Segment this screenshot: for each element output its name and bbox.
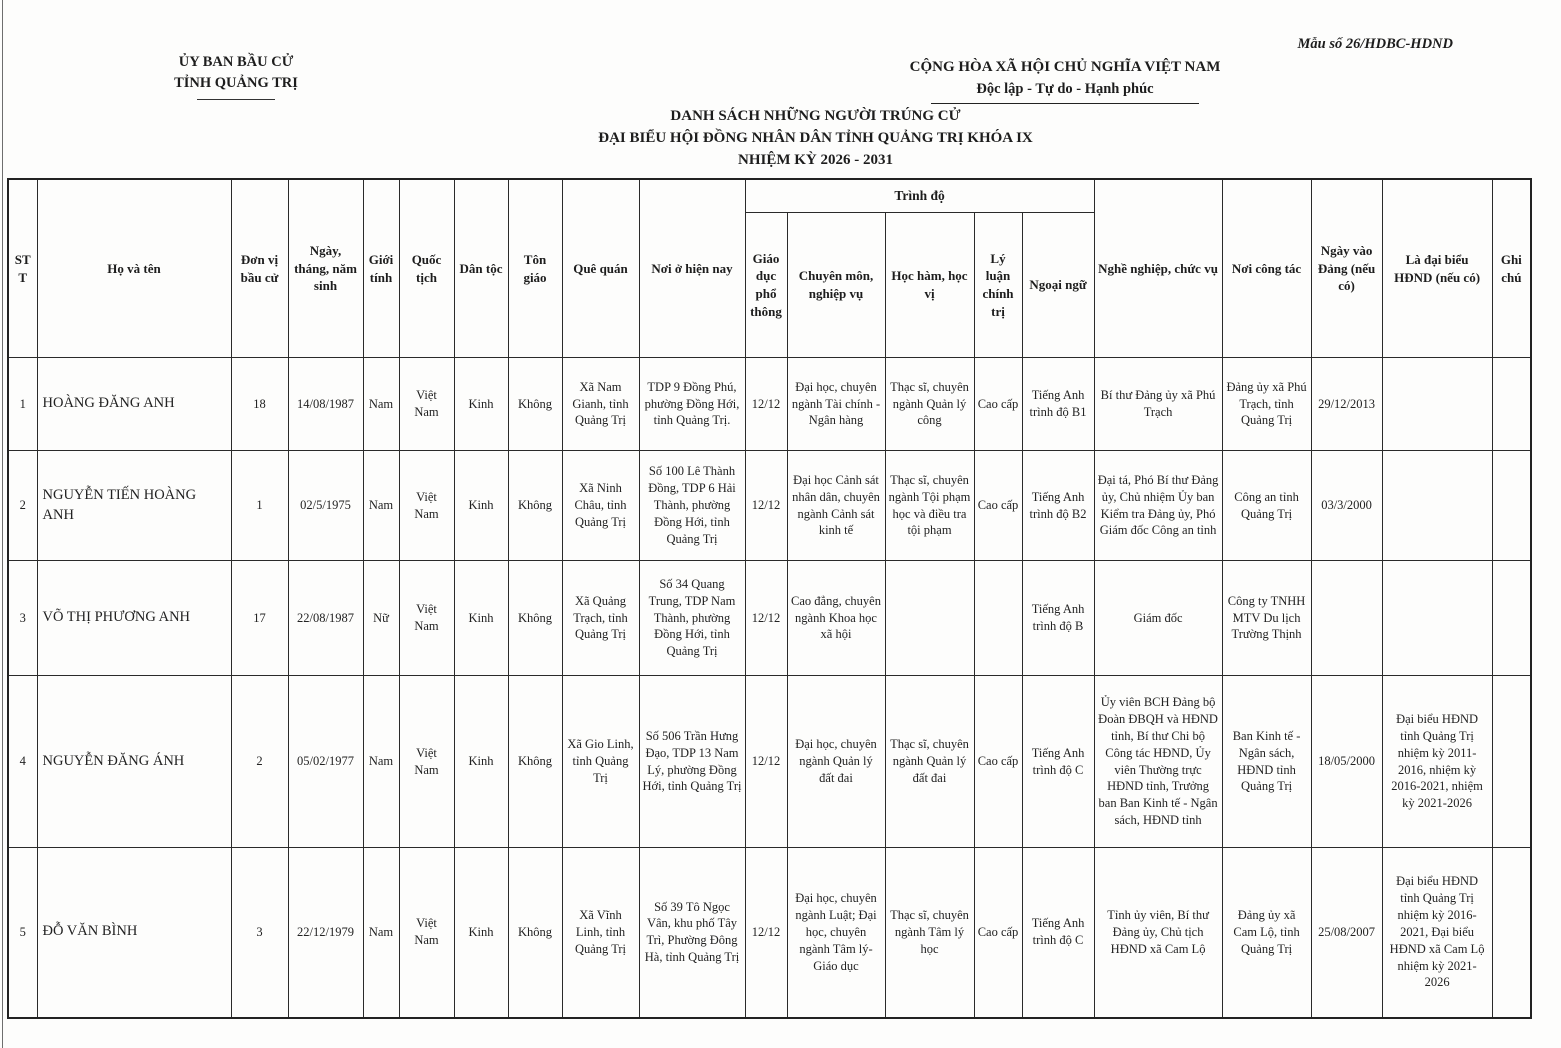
cell-religion: Không [508, 451, 562, 561]
cell-workplace: Đảng ủy xã Cam Lộ, tỉnh Quảng Trị [1222, 848, 1311, 1018]
cell-residence: Số 39 Tô Ngọc Vân, khu phố Tây Trì, Phường Đông Hà, tỉnh Quảng Trị [639, 848, 745, 1018]
cell-name: VÕ THỊ PHƯƠNG ANH [37, 561, 231, 676]
national-motto-line1: CỘNG HÒA XÃ HỘI CHỦ NGHĨA VIỆT NAM [909, 59, 1221, 75]
elected-delegates-table [7, 178, 1532, 1019]
cell-gender: Nam [363, 676, 399, 848]
cell-language: Tiếng Anh trình độ C [1022, 848, 1094, 1018]
cell-residence: Số 100 Lê Thành Đồng, TDP 6 Hải Thành, phường Đồng Hới, tỉnh Quảng Trị [639, 451, 745, 561]
document-title [70, 106, 1561, 171]
cell-name: NGUYỄN ĐĂNG ÁNH [37, 676, 231, 848]
table-header [8, 179, 1531, 358]
col-header-religion: Tôn giáo [508, 179, 562, 358]
col-header-name: Họ và tên [37, 179, 231, 358]
cell-unit: 1 [231, 451, 288, 561]
cell-hometown: Xã Quảng Trạch, tỉnh Quảng Trị [562, 561, 639, 676]
cell-party_date: 18/05/2000 [1311, 676, 1382, 848]
cell-note [1492, 848, 1531, 1018]
col-header-degree: Học hàm, học vị [885, 213, 974, 358]
cell-politics [974, 561, 1022, 676]
table-row [8, 358, 1531, 451]
cell-unit: 17 [231, 561, 288, 676]
cell-nationality: Việt Nam [399, 561, 454, 676]
cell-ethnicity: Kinh [454, 848, 508, 1018]
issuing-authority [86, 52, 386, 100]
cell-occupation: Tỉnh ủy viên, Bí thư Đảng ủy, Chủ tịch HĐND xã Cam Lộ [1094, 848, 1222, 1018]
cell-hometown: Xã Gio Linh, tỉnh Quảng Trị [562, 676, 639, 848]
cell-unit: 18 [231, 358, 288, 451]
cell-stt: 3 [8, 561, 37, 676]
col-header-unit: Đơn vị bầu cử [231, 179, 288, 358]
cell-party_date [1311, 561, 1382, 676]
cell-occupation: Bí thư Đảng ủy xã Phú Trạch [1094, 358, 1222, 451]
cell-workplace: Ban Kinh tế - Ngân sách, HĐND tỉnh Quảng Trị [1222, 676, 1311, 848]
cell-politics: Cao cấp [974, 676, 1022, 848]
scan-page-edge-line [2, 0, 3, 1048]
cell-language: Tiếng Anh trình độ B1 [1022, 358, 1094, 451]
cell-education: 12/12 [745, 676, 787, 848]
cell-name: HOÀNG ĐĂNG ANH [37, 358, 231, 451]
cell-dob: 22/12/1979 [288, 848, 363, 1018]
cell-dob: 22/08/1987 [288, 561, 363, 676]
cell-dob: 05/02/1977 [288, 676, 363, 848]
cell-residence: Số 34 Quang Trung, TDP Nam Thành, phường Đồng Hới, tỉnh Quảng Trị [639, 561, 745, 676]
cell-nationality: Việt Nam [399, 676, 454, 848]
cell-nationality: Việt Nam [399, 358, 454, 451]
cell-note [1492, 358, 1531, 451]
cell-professional: Đại học, chuyên ngành Quản lý đất đai [787, 676, 885, 848]
cell-ethnicity: Kinh [454, 358, 508, 451]
cell-dob: 02/5/1975 [288, 451, 363, 561]
national-header [830, 56, 1300, 104]
issuer-line2: TỈNH QUẢNG TRỊ [174, 75, 298, 92]
cell-degree: Thạc sĩ, chuyên ngành Quản lý công [885, 358, 974, 451]
cell-degree: Thạc sĩ, chuyên ngành Tâm lý học [885, 848, 974, 1018]
col-group-header-qualifications: Trình độ [745, 179, 1094, 213]
col-header-note: Ghi chú [1492, 179, 1531, 358]
col-header-nationality: Quốc tịch [399, 179, 454, 358]
cell-religion: Không [508, 676, 562, 848]
col-header-ethnicity: Dân tộc [454, 179, 508, 358]
cell-degree: Thạc sĩ, chuyên ngành Quản lý đất đai [885, 676, 974, 848]
cell-occupation: Đại tá, Phó Bí thư Đảng ủy, Chủ nhiệm Ủy ban Kiểm tra Đảng ủy, Phó Giám đốc Công an tỉnh [1094, 451, 1222, 561]
cell-stt: 2 [8, 451, 37, 561]
cell-religion: Không [508, 561, 562, 676]
cell-gender: Nữ [363, 561, 399, 676]
cell-party_date: 29/12/2013 [1311, 358, 1382, 451]
cell-education: 12/12 [745, 848, 787, 1018]
cell-delegate [1382, 358, 1492, 451]
national-motto-line2: Độc lập - Tự do - Hạnh phúc [976, 80, 1154, 97]
col-header-occupation: Nghề nghiệp, chức vụ [1094, 179, 1222, 358]
cell-hometown: Xã Nam Gianh, tỉnh Quảng Trị [562, 358, 639, 451]
cell-residence: Số 506 Trần Hưng Đạo, TDP 13 Nam Lý, phường Đồng Hới, tỉnh Quảng Trị [639, 676, 745, 848]
issuer-underline [197, 99, 275, 100]
table-row [8, 451, 1531, 561]
cell-stt: 5 [8, 848, 37, 1018]
cell-degree: Thạc sĩ, chuyên ngành Tội phạm học và điều tra tội phạm [885, 451, 974, 561]
cell-professional: Đại học Cảnh sát nhân dân, chuyên ngành Cảnh sát kinh tế [787, 451, 885, 561]
cell-gender: Nam [363, 451, 399, 561]
cell-politics: Cao cấp [974, 358, 1022, 451]
table-body [8, 358, 1531, 1018]
cell-unit: 2 [231, 676, 288, 848]
cell-gender: Nam [363, 848, 399, 1018]
col-header-professional: Chuyên môn, nghiệp vụ [787, 213, 885, 358]
cell-hometown: Xã Ninh Châu, tỉnh Quảng Trị [562, 451, 639, 561]
cell-occupation: Ủy viên BCH Đảng bộ Đoàn ĐBQH và HĐND tỉnh, Bí thư Chi bộ Công tác HĐND, Ủy viên Thường trực HĐND tỉnh, Trưởng ban Ban Kinh tế - Ngân sách, HĐND tỉnh [1094, 676, 1222, 848]
col-header-hometown: Quê quán [562, 179, 639, 358]
cell-language: Tiếng Anh trình độ C [1022, 676, 1094, 848]
col-header-education: Giáo dục phổ thông [745, 213, 787, 358]
cell-dob: 14/08/1987 [288, 358, 363, 451]
cell-delegate: Đại biểu HĐND tỉnh Quảng Trị nhiệm kỳ 2016-2021, Đại biểu HĐND xã Cam Lộ nhiệm kỳ 2021-2026 [1382, 848, 1492, 1018]
cell-party_date: 25/08/2007 [1311, 848, 1382, 1018]
title-line1: DANH SÁCH NHỮNG NGƯỜI TRÚNG CỬ [670, 108, 961, 124]
cell-workplace: Công ty TNHH MTV Du lịch Trường Thịnh [1222, 561, 1311, 676]
col-header-language: Ngoại ngữ [1022, 213, 1094, 358]
cell-name: NGUYỄN TIẾN HOÀNG ANH [37, 451, 231, 561]
cell-politics: Cao cấp [974, 848, 1022, 1018]
cell-residence: TDP 9 Đồng Phú, phường Đồng Hới, tỉnh Quảng Trị. [639, 358, 745, 451]
cell-delegate [1382, 561, 1492, 676]
cell-party_date: 03/3/2000 [1311, 451, 1382, 561]
cell-education: 12/12 [745, 561, 787, 676]
table-row [8, 676, 1531, 848]
cell-note [1492, 451, 1531, 561]
cell-education: 12/12 [745, 358, 787, 451]
cell-occupation: Giám đốc [1094, 561, 1222, 676]
cell-professional: Đại học, chuyên ngành Tài chính - Ngân hàng [787, 358, 885, 451]
cell-language: Tiếng Anh trình độ B [1022, 561, 1094, 676]
col-header-party-date: Ngày vào Đảng (nếu có) [1311, 179, 1382, 358]
cell-ethnicity: Kinh [454, 451, 508, 561]
cell-religion: Không [508, 358, 562, 451]
col-header-politics: Lý luận chính trị [974, 213, 1022, 358]
cell-ethnicity: Kinh [454, 676, 508, 848]
cell-nationality: Việt Nam [399, 451, 454, 561]
title-line2: ĐẠI BIỂU HỘI ĐỒNG NHÂN DÂN TỈNH QUẢNG TRỊ KHÓA IX [598, 129, 1033, 146]
col-header-workplace: Nơi công tác [1222, 179, 1311, 358]
cell-professional: Cao đẳng, chuyên ngành Khoa học xã hội [787, 561, 885, 676]
table-row [8, 848, 1531, 1018]
cell-language: Tiếng Anh trình độ B2 [1022, 451, 1094, 561]
table-row [8, 561, 1531, 676]
cell-unit: 3 [231, 848, 288, 1018]
cell-education: 12/12 [745, 451, 787, 561]
cell-degree [885, 561, 974, 676]
cell-nationality: Việt Nam [399, 848, 454, 1018]
cell-gender: Nam [363, 358, 399, 451]
cell-workplace: Công an tỉnh Quảng Trị [1222, 451, 1311, 561]
cell-politics: Cao cấp [974, 451, 1022, 561]
cell-religion: Không [508, 848, 562, 1018]
col-header-residence: Nơi ở hiện nay [639, 179, 745, 358]
motto-underline [931, 103, 1199, 104]
cell-professional: Đại học, chuyên ngành Luật; Đại học, chuyên ngành Tâm lý- Giáo dục [787, 848, 885, 1018]
cell-stt: 4 [8, 676, 37, 848]
col-header-dob: Ngày, tháng, năm sinh [288, 179, 363, 358]
cell-ethnicity: Kinh [454, 561, 508, 676]
cell-note [1492, 676, 1531, 848]
col-header-delegate: Là đại biểu HĐND (nếu có) [1382, 179, 1492, 358]
cell-delegate: Đại biểu HĐND tỉnh Quảng Trị nhiệm kỳ 2011-2016, nhiệm kỳ 2016-2021, nhiệm kỳ 2021-2026 [1382, 676, 1492, 848]
col-header-gender: Giới tính [363, 179, 399, 358]
cell-hometown: Xã Vĩnh Linh, tỉnh Quảng Trị [562, 848, 639, 1018]
col-header-stt: STT [8, 179, 37, 358]
issuer-line1: ỦY BAN BẦU CỬ [178, 54, 294, 70]
cell-delegate [1382, 451, 1492, 561]
form-number: Mẫu số 26/HDBC-HDND [1297, 36, 1453, 52]
cell-workplace: Đảng ủy xã Phú Trạch, tỉnh Quảng Trị [1222, 358, 1311, 451]
cell-stt: 1 [8, 358, 37, 451]
title-line3: NHIỆM KỲ 2026 - 2031 [738, 151, 893, 168]
cell-note [1492, 561, 1531, 676]
cell-name: ĐỖ VĂN BÌNH [37, 848, 231, 1018]
